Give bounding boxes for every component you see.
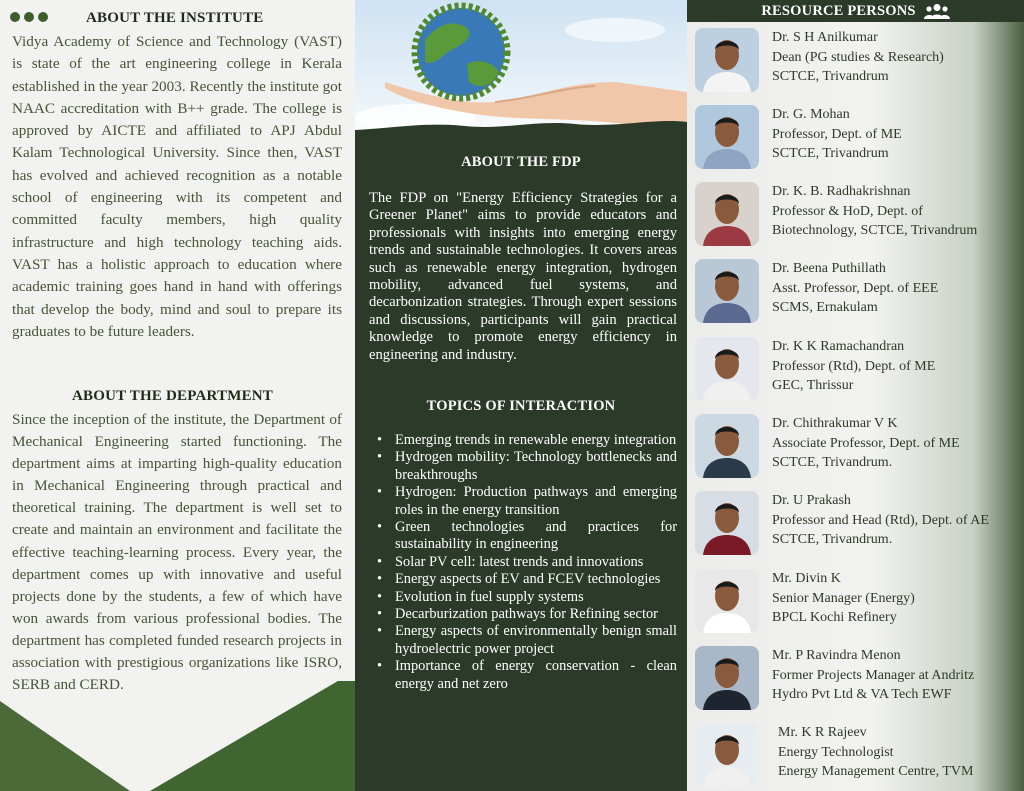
institute-heading: ABOUT THE INSTITUTE bbox=[86, 10, 264, 26]
institute-text: Vidya Academy of Science and Technology (VAST) is state of the art engineering college in Kerala established in the year 2003. Recently the institute got NAAC accreditation with B++ grade. The college is approved by AICTE and affiliated to APJ Abdul Kalam Technological University. Since then, VAST has evolved and achieved recognition as a notable school of engineering with its competent and committed faculty members, high quality infrastructure and high technology teaching aids. VAST has a holistic approach to education where academic training goes hand in hand with offerings that develop the body, mind and soul to prepare its graduates to be future leaders. bbox=[12, 33, 342, 340]
person-name: Mr. P Ravindra Menon bbox=[772, 648, 901, 663]
resource-person bbox=[695, 723, 1020, 789]
person-name: Mr. K R Rajeev bbox=[778, 725, 867, 740]
resource-person bbox=[695, 569, 1020, 635]
avatar bbox=[695, 28, 759, 92]
person-designation: Associate Professor, Dept. of ME bbox=[772, 435, 960, 451]
person-affiliation: SCTCE, Trivandrum bbox=[772, 69, 889, 85]
person-affiliation: SCTCE, Trivandrum. bbox=[772, 455, 893, 471]
resource-person bbox=[695, 105, 1020, 171]
list-item: • Solar PV cell: latest trends and innovations bbox=[377, 554, 677, 571]
earth-in-hand-icon bbox=[355, 0, 687, 140]
avatar bbox=[695, 337, 759, 401]
resource-person bbox=[695, 414, 1020, 480]
fdp-text: The FDP on "Energy Efficiency Strategies for a Greener Planet" aims to provide educators and professionals with insights into emerging energy trends and sustainable technologies. It covers areas such as renewable energy integration, hydrogen mobility, advanced fuel systems, and decarbonization strategies. Through expert sessions and discussions, participants will gain practical knowledge to promote energy efficiency in engineering and industry. bbox=[369, 190, 677, 363]
person-designation: Professor & HoD, Dept. of bbox=[772, 203, 923, 219]
person-designation: Professor, Dept. of ME bbox=[772, 126, 902, 142]
list-item: • Decarburization pathways for Refining sector bbox=[377, 606, 677, 623]
decorative-green-shape bbox=[0, 681, 355, 791]
resource-persons-header bbox=[687, 0, 1024, 22]
person-name: Dr. K. B. Radhakrishnan bbox=[772, 184, 911, 199]
person-affiliation: SCTCE, Trivandrum. bbox=[772, 532, 893, 548]
person-name: Dr. K K Ramachandran bbox=[772, 339, 905, 354]
person-designation: Asst. Professor, Dept. of EEE bbox=[772, 280, 939, 296]
person-designation: Professor (Rtd), Dept. of ME bbox=[772, 358, 936, 374]
person-affiliation: BPCL Kochi Refinery bbox=[772, 610, 897, 626]
person-name: Dr. S H Anilkumar bbox=[772, 30, 878, 45]
person-name: Dr. Chithrakumar V K bbox=[772, 416, 898, 431]
list-item: • Emerging trends in renewable energy integration bbox=[377, 432, 677, 449]
person-name: Dr. U Prakash bbox=[772, 493, 851, 508]
person-designation: Senior Manager (Energy) bbox=[772, 590, 915, 606]
list-item: • Energy aspects of EV and FCEV technologies bbox=[377, 571, 677, 588]
person-affiliation: Hydro Pvt Ltd & VA Tech EWF bbox=[772, 687, 952, 703]
list-item: • Importance of energy conservation - clean energy and net zero bbox=[377, 658, 677, 693]
person-name: Dr. G. Mohan bbox=[772, 107, 850, 122]
fdp-heading: ABOUT THE FDP bbox=[461, 154, 581, 170]
resource-person bbox=[695, 182, 1020, 248]
resource-person bbox=[695, 259, 1020, 325]
left-panel bbox=[0, 0, 355, 791]
list-item: • Hydrogen: Production pathways and emerging roles in the energy transition bbox=[377, 484, 677, 519]
list-item: • Hydrogen mobility: Technology bottlenecks and breakthroughs bbox=[377, 449, 677, 484]
department-heading: ABOUT THE DEPARTMENT bbox=[72, 388, 274, 404]
avatar bbox=[695, 723, 759, 787]
person-affiliation: SCTCE, Trivandrum bbox=[772, 146, 889, 162]
department-text: Since the inception of the institute, the Department of Mechanical Engineering started functioning. The department aims at imparting high-quality education in Mechanical Engineering through practical and theoretical training. The department is well set to create and maintain an environment and facilitate the effective teaching-learning process. Every year, the department comes up with innovative and useful projects done by the students, a few of which have won awards from various professional bodies. The department has completed funded research projects in association with prestigious organizations like ISRO, SERB and CERD. bbox=[12, 411, 342, 694]
person-name: Mr. Divin K bbox=[772, 571, 841, 586]
person-designation: Dean (PG studies & Research) bbox=[772, 49, 944, 65]
topics-list bbox=[377, 432, 677, 693]
person-affiliation: Biotechnology, SCTCE, Trivandrum bbox=[772, 223, 978, 239]
decorative-dots bbox=[10, 12, 48, 22]
resource-person bbox=[695, 646, 1020, 712]
avatar bbox=[695, 646, 759, 710]
list-item: • Energy aspects of environmentally benign small hydroelectric power project bbox=[377, 623, 677, 658]
list-item: • Evolution in fuel supply systems bbox=[377, 589, 677, 606]
middle-panel bbox=[355, 0, 687, 791]
avatar bbox=[695, 259, 759, 323]
resource-person bbox=[695, 337, 1020, 403]
avatar bbox=[695, 569, 759, 633]
person-affiliation: GEC, Thrissur bbox=[772, 378, 854, 394]
earth-hand-banner bbox=[355, 0, 687, 140]
avatar bbox=[695, 414, 759, 478]
person-designation: Energy Technologist bbox=[778, 744, 894, 760]
person-affiliation: Energy Management Centre, TVM bbox=[778, 764, 974, 780]
person-name: Dr. Beena Puthillath bbox=[772, 261, 886, 276]
topics-heading: TOPICS OF INTERACTION bbox=[426, 398, 616, 414]
avatar bbox=[695, 491, 759, 555]
group-icon bbox=[924, 3, 950, 19]
right-panel bbox=[687, 0, 1024, 791]
person-designation: Professor and Head (Rtd), Dept. of AE bbox=[772, 512, 989, 528]
resource-person bbox=[695, 28, 1020, 94]
resource-persons-heading: RESOURCE PERSONS bbox=[761, 2, 916, 19]
person-affiliation: SCMS, Ernakulam bbox=[772, 300, 878, 316]
person-designation: Former Projects Manager at Andritz bbox=[772, 667, 975, 683]
avatar bbox=[695, 182, 759, 246]
list-item: • Green technologies and practices for sustainability in engineering bbox=[377, 519, 677, 554]
resource-person bbox=[695, 491, 1020, 557]
avatar bbox=[695, 105, 759, 169]
